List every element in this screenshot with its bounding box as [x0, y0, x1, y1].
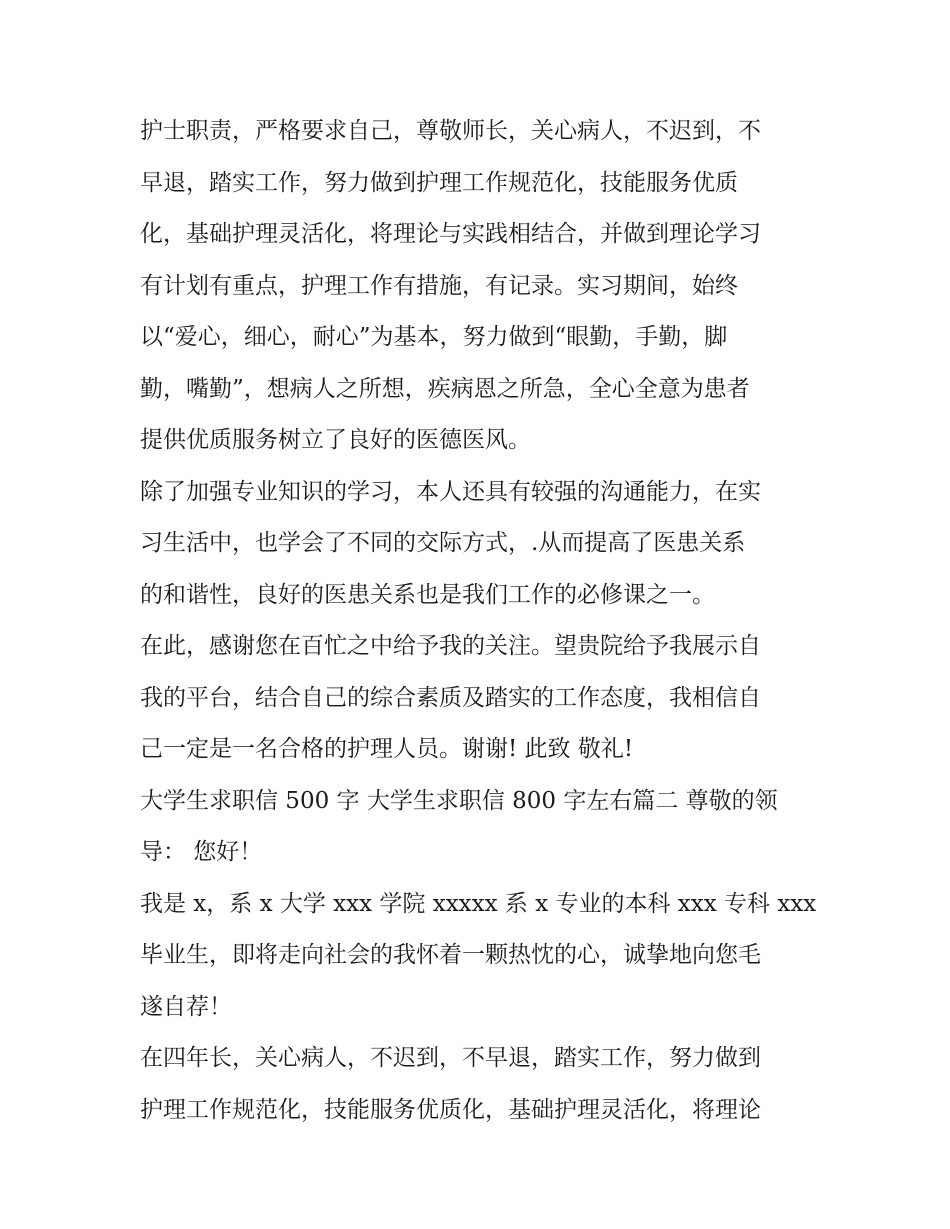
- text-line: 导： 您好！: [140, 839, 263, 865]
- text-line: 的和谐性，良好的医患关系也是我们工作的必修课之一。: [140, 581, 715, 608]
- text-line: 己一定是一名合格的护理人员。谢谢! 此致 敬礼!: [140, 736, 634, 762]
- text-line: 在此，感谢您在百忙之中给予我的关注。望贵院给予我展示自: [140, 633, 761, 659]
- text-line: 习生活中，也学会了不同的交际方式，.从而提高了医患关系: [140, 530, 746, 556]
- text-line: 我是 x，系 x 大学 xxx 学院 xxxxx 系 x 专业的本科 xxx 专科 xxx: [140, 890, 817, 917]
- text-line: 我的平台，结合自己的综合素质及踏实的工作态度，我相信自: [140, 684, 761, 711]
- text-line: 护理工作规范化，技能服务优质化，基础护理灵活化，将理论: [140, 1096, 761, 1123]
- text-line: 化，基础护理灵活化，将理论与实践相结合，并做到理论学习: [140, 221, 761, 247]
- text-line: 大学生求职信 500 字 大学生求职信 800 字左右篇二 尊敬的领: [140, 787, 778, 814]
- text-line: 以“爱心，细心，耐心”为基本，努力做到“眼勤，手勤，脚: [140, 324, 728, 350]
- text-line: 护士职责，严格要求自己，尊敬师长，关心病人，不迟到，不: [140, 118, 761, 144]
- text-line: 在四年长，关心病人，不迟到，不早退，踏实工作，努力做到: [140, 1045, 761, 1071]
- text-line: 提供优质服务树立了良好的医德医风。: [140, 427, 531, 453]
- text-line: 勤，嘴勤”，想病人之所想，疾病恩之所急，全心全意为患者: [140, 375, 750, 402]
- text-line: 遂自荐！: [140, 993, 232, 1020]
- text-line: 早退，踏实工作，努力做到护理工作规范化，技能服务优质: [140, 169, 738, 196]
- document-body: [140, 106, 820, 1136]
- text-line: 有计划有重点，护理工作有措施，有记录。实习期间，始终: [140, 272, 738, 299]
- text-line: 除了加强专业知识的学习，本人还具有较强的沟通能力，在实: [140, 478, 761, 505]
- text-line: 毕业生，即将走向社会的我怀着一颗热忱的心，诚挚地向您毛: [140, 942, 761, 968]
